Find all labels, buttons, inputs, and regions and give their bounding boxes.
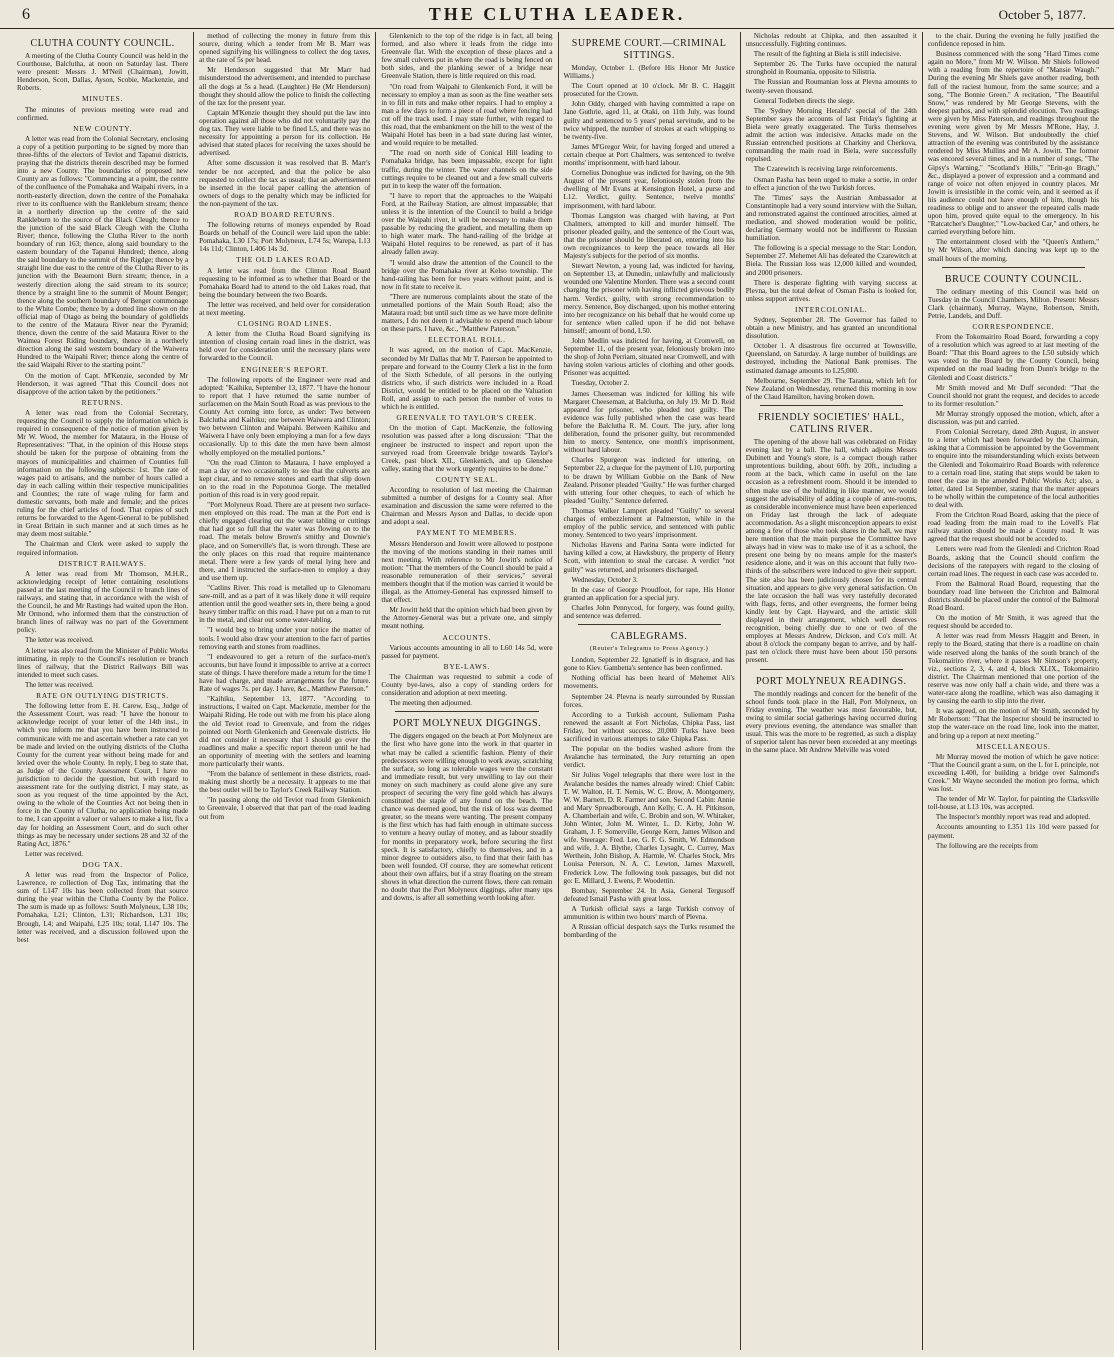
article-paragraph: "There are numerous complaints about the state of the unmetalled portions of the Main South Road; also the Mataura road; but until such time as we have more definite matters, I do not deem it advisable to expend much labour on these parts. I have, &c., "Matthew Paterson."	[381, 292, 553, 334]
article-paragraph: A letter was read from the Inspector of Police, Lawrence, re collection of Dog Tax, intimating that the sum of L147 10s has been collected from that source during the year within the Clutha County by the Police. The sum is made up as follows: South Molyneux, L38 10s; Pomahaka, L21; Clinton, L31; Richardson, L31 10s; Brough, L4; and Waipahi, L25 10s; total, L147 10s. The letter was received, and a discussion followed upon the best	[17, 871, 189, 944]
article-paragraph: A letter was read from Messrs Haggitt and Breen, in reply to the Board, stating that there is a roadline on chain wide reserved along the banks of the south branch of the Tokomairiro river, where it passes Mr Simson's property, viz., sections 2, 3, 4, and 4, block XLIX., Tokomairiro district. The Chairman mentioned that one portion of the reserve was now only half a chain wide, and there was a water-race along the roadline, which was also damaging it by causing the earth to slip into the river.	[927, 632, 1100, 706]
article-headline: PORT MOLYNEUX DIGGINGS.	[392, 718, 542, 730]
article-paragraph: "On road from Waipahi to Glenkenich Ford, it will be necessary to employ a man as soon as the fine weather sets in to fill in ruts and make other repairs. I had to employ a man a few days to form a piece of road where fencing had cut off the track used. I may state further, with regard to this road, that the embankment on the hill to the west of the Waipahi Hotel has been in a bad state during last winter, and would require to be metalled.	[381, 82, 553, 148]
article-paragraph: Bombay, September 24. In Asia, General Tergusoff defeated Ismail Pasha with great loss.	[563, 886, 735, 903]
article-headline: CLUTHA COUNTY COUNCIL.	[30, 38, 175, 49]
article-paragraph: According to resolution of last meeting the Chairman submitted a number of designs for a County seal. After examination and discussion the same were referred to the Chairman and Messrs Ayson and Dallas, to decide upon and adopt a seal.	[381, 485, 553, 527]
article-paragraph: Letter was received.	[25, 849, 84, 858]
section-subheading: INTERCOLONIAL.	[794, 304, 868, 314]
article-paragraph: "The road on north side of Conical Hill leading to Pomahaka bridge, has been impassable, except for light traffic, during the winter. The water channels on the side cuttings require to be cleaned out and a few small culverts put in to keep the water off the formation.	[381, 149, 553, 190]
article-paragraph: On the motion of Mr Smith, it was agreed that the request should be acceded to.	[927, 614, 1100, 631]
article-headline: BRUCE COUNTY COUNCIL.	[944, 273, 1082, 285]
article-paragraph: October 1. A disastrous fire occurred at Townsville, Queensland, on Saturday. A large number of buildings are destroyed, including the National Bank premises. The estimated damage amounts to L25,000.	[745, 342, 917, 375]
article-paragraph: It was agreed, on the motion of Mr Smith, seconded by Mr Robertson: "That the Inspector should be instructed to stop the water-race on the road line, look into the matter, and bring up a report at next meeting."	[927, 707, 1100, 740]
column-rule	[942, 267, 1085, 268]
column-rule	[760, 669, 903, 670]
article-paragraph: September 24. Plevna is nearly surrounded by Russian forces.	[563, 692, 735, 709]
article-paragraph: The meeting then adjourned.	[389, 699, 472, 708]
article-paragraph: From the Balmoral Road Board, requesting that the boundary road line between the Crichton and Balmoral districts should be placed under the control of the Balmoral Road Board.	[927, 579, 1100, 613]
article-paragraph: Osman Pasha has been urged to make a sortie, in order to effect a junction of the two Turkish forces.	[745, 175, 917, 192]
article-paragraph: The 'Sydney Morning Herald's' special of the 24th September says the accounts of last Friday's fighting at Biela were greatly exaggerated. The Turks themselves admit the action was indecisive. Attacks made on the Russian entrenched positions at Charkiny and Cherkova, commanding the main road in Biela, were successfully repulsed.	[745, 106, 917, 164]
section-subheading: ENGINEER'S REPORT.	[240, 364, 329, 374]
column-5	[741, 32, 923, 1350]
section-subheading: ROAD BOARD RETURNS.	[234, 209, 336, 219]
article-paragraph: Accounts amounting to L351 11s 10d were passed for payment.	[927, 823, 1100, 840]
section-subheading: MINUTES.	[82, 94, 124, 104]
article-paragraph: On the motion of Capt. MacKenzie, the following resolution was passed after a long discussion: "That the engineer be instructed to inspect and report upon the surveyed road from Greenvale bridge towards Taylor's Creek, past block XII., Glenkenich, and up Glenshee valley, stating that the work urgently requires to be done."	[381, 424, 553, 473]
section-subheading: THE OLD LAKES ROAD.	[236, 255, 334, 265]
issue-date: October 5, 1877.	[998, 7, 1086, 22]
article-paragraph: A letter was read from the Clinton Road Board requesting to be informed as to whether that Board or the Pomahaka Board had to attend to the old Lakes road, that being the boundary between the two Boards.	[199, 266, 371, 299]
article-paragraph: Business commenced with the song "Hard Times come again no More," from Mr W. Wilson. Mr Shiels followed with a reading from the repertoire of "Mansie Waugh." During the evening Mr Shiels gave another reading, both full of the raciest humour, from the same source; and a song, "The Bonnie Green." A recitation, "The Beautiful Snow," was rendered by Mr George Stevens, with the deepest pathos, and with splendid elocution. Two readings were given by Miss Paterson, and readings throughout the evening were given by Mr Messrs M'Rone, Hay, J. Stevens, and W. Wilson. But undoubtedly the chief attraction of the evening was contributed by the assistance rendered by Miss Mullins and Mr A. Jowitt. The former was encored several times, and in a number of songs, "The Gipsy's Warning," "Scotland's Hills," "Erin-go Bragh," &c., displayed a power of expression and a command and range of voice not often enjoyed in country places. Mr Jowitt is irresistible in the comic vein, and it seemed as if his audience could not have enough of him, though his readiness to oblige and to answer the repeated calls made upon him, proved quite equal to the emergency. In his "Ratcatcher's Daughter," "Low-backed Car," and others, he carried everything before him.	[927, 50, 1100, 237]
section-subheading: MISCELLANEOUS.	[976, 741, 1051, 751]
article-paragraph: Nothing official has been heard of Mehemet Ali's movements.	[563, 674, 735, 691]
article-paragraph: "I have to report that the approaches to the Waipahi Ford, at the Railway Station, are almost impassable; that unless it is the intention of the Council to build a bridge over the Waipahi river, it will be necessary to make them passable by reducing the gradient, and metalling them up to high water mark. The hand-railing of the bridge at Waipahi Hotel requires to be renewed, as part of it has already fallen away.	[381, 191, 553, 257]
article-paragraph: "Port Molyneux Road. There are at present two surface-men employed on this road. The man at the Port end is chiefly engaged clearing out the water tabling or cuttings that had got so full that the water was flowing on to the road. The metals below Brown's smithy and Downie's place, and on Somerville's flat, is worn through. These are the only places on this road that require maintenance metal. There were a few yards of metal lying here and there, and I instructed the surface-men to employ a dray and use them up.	[199, 501, 371, 582]
column-3	[376, 32, 558, 1350]
article-paragraph: There is desperate fighting with varying success at Plevna, but the total defeat of Osman Pasha is looked for, unless support arrives.	[745, 278, 917, 303]
article-paragraph: Thomas Walker Lampert pleaded "Guilty" to several charges of embezzlement at Palmerston, while in the employ of the public service, and sentenced with public money. Sentenced to two years' imprisonment.	[563, 506, 735, 540]
article-paragraph: Messrs Henderson and Jowitt were allowed to postpone the moving of the motions standing in their names until next meeting. With reference to Mr Jowitt's notice of motion: "That the members of the Council should be paid a reasonable remuneration of their services," several members thought that if the motion was carried it would be illegal, as the Attorney-General has expressed himself to that effect.	[381, 539, 553, 605]
article-paragraph: Stewart Newton, a young lad, was indicted for having, on September 13, at Dunedin, unlawfully and maliciously wounded one Valentine Morden. There was a second count charging the prisoner with having inflicted grievous bodily harm. Verdict, guilty, with strong recommendation to mercy. Sentence, Boy discharged, upon his mother entering into her recognizance on his behalf that he would come up for sentence when called upon if he did not behave himself; amount of bond, L50.	[563, 262, 735, 335]
article-paragraph: Mr Henderson suggested that Mr Marr had misunderstood the advertisement, and intended to purchase all the dogs at 5s a head. (Laughter.) He (Mr Henderson) thought they should allow the police to finish the collecting of the tax for the present year.	[199, 66, 371, 107]
article-paragraph: Glenkenich to the top of the ridge is in fact, all being formed, and also where it leads from the ridge into Greenvale flat. With the exception of these places and a few small culverts put in where the road is being fenced on both sides, and the planking sewer of a bridge near Greenvale Station, there is little required on this road.	[381, 32, 553, 81]
article-paragraph: Wednesday, October 3.	[571, 575, 638, 584]
article-paragraph: The Chairman was requested to submit a code of County bye-laws, also a copy of standing orders for consideration and adoption at next meeting.	[381, 672, 553, 698]
article-paragraph: A meeting of the Clutha County Council was held in the Courthouse, Balclutha, at noon on Saturday last. There were present: Messrs J. M'Neil (Chairman), Jowitt, Henderson, Scott, Dallas, Ayson, Scobie, Mackenzie, and Roberts.	[17, 52, 189, 93]
article-paragraph: From the Tokomairiro Road Board, forwarding a copy of a resolution which was agreed to at last meeting of the Board: "That this Board agrees to the L50 subsidy which was voted to the Board by the County Council, being expended on the road leading from Dunn's bridge to the Glenledi and Coast districts."	[927, 333, 1100, 382]
article-paragraph: Various accounts amounting in all to L60 14s 5d, were passed for payment.	[381, 643, 553, 660]
article-paragraph: The Court opened at 10 o'clock. Mr B. C. Haggitt prosecuted for the Crown.	[563, 82, 735, 99]
byline: (Reuter's Telegrams to Press Agency.)	[589, 645, 709, 653]
article-paragraph: From the Crichton Road Board, asking that the piece of road leading from the main road to the Lovell's Flat railway station should be made a County road. It was agreed that the request should not be acceded to.	[927, 511, 1100, 544]
page-number: 6	[22, 6, 30, 23]
article-paragraph: Sir Julius Vogel telegraphs that there were lost in the Avalanche besides the names already wired: Chief Cabin: T. W. Walton, H. T. Nemis, W. C. Brow, A. Montgomery, W. W. Barnett, D. R. Farmer and son. Second Cabin: Annie and Mary Spreadborough, Ann Kelly, C. A. H. Pitkinson, A. Chamberlain and wife, C. Brobin and son, W. Whitaker, John Winter, John M. Winter, L. D. Kirby, John W. Graham, J. F. Somerville, George Kern, James Wilson and wife. Steerage: Fred. Lee, G. F. G. Smith, W. Edmondson and wife, J. A. Blythe, Charles Lysaght, C. Currey, Max Werthein, John Bishop, A. Harmle, W. Charles Stock, Mrs Louisa Peterson, N. A. C. Lewton, James Maxwell, Frederick Low. The following took passages, but did not go: E. Millard, J. Ewens, P. Woodettin.	[563, 771, 735, 885]
article-paragraph: A letter was also read from the Minister of Public Works intimating, in reply to the Council's resolution re branch lines of railway, that the District Railways Bill was intended to meet such cases.	[17, 646, 189, 679]
article-paragraph: method of collecting the money in future from this source, during which a tender from Mr B. Marr was opened signifying his willingness to collect the dog taxes, at the rate of 5s per head.	[199, 32, 371, 65]
article-paragraph: The opening of the above hall was celebrated on Friday evening last by a ball. The hall, which adjoins Messrs Dubinett and Young's store, is a compact though rather unpretentious building, about 60ft. by 20ft., including a room at the back, which came in useful on the late occasion as a refreshment room. Should it be intended to often make use of the building in like manner, we would suggest the advisability of adding a couple of ante-rooms, as considerable inconvenience must have been experienced on Friday last through the lack of adequate accommodation. As a slight misconception appears to exist among a few of those who took shares in the hall, we may here mention that the main purpose the Committee have always had in view was to make use of it as a school, the present one being by no means ample for the master's residence alone, and it was on this account that fully two-thirds of the subscribers were induced to give their support. The site also has been judiciously chosen for its central situation, and appears to give very general satisfaction. On the late occasion the hall was very tastefully decorated with flags, ferns, and other evergreens, the former being kindly lent by Capt. Hayward, and the artistic skill displayed in their arrangement, which well deserves recognition, being chiefly due to one or two of the employes at Messrs Andrew, Dickson, and Co's mill. At about 8 o'clock the company began to arrive, and by half-past ten o'clock there must have been about 150 persons present.	[745, 437, 917, 665]
column-2	[194, 32, 376, 1350]
section-subheading: CORRESPONDENCE.	[972, 322, 1055, 331]
article-paragraph: Mr Murray strongly opposed the motion, which, after a discussion, was put and carried.	[927, 409, 1100, 427]
article-paragraph: James M'Gregor Weir, for having forged and uttered a certain cheque at Port Chalmers, was sentenced to twelve months' imprisonment, with hard labour.	[563, 142, 735, 168]
article-paragraph: General Todleben directs the siege.	[753, 96, 855, 105]
article-paragraph: Sydney, September 28. The Governor has failed to obtain a new Ministry, and has granted an unconditional dissolution.	[745, 316, 917, 341]
article-paragraph: John Medlin was indicted for having, at Cromwell, on September 11, of the present year, feloniously broken into the shop of John Perriam, situated near Cromwell, and with having stolen various articles of clothing and other goods. Prisoner was acquitted.	[563, 337, 735, 378]
article-paragraph: The Chairman and Clerk were asked to supply the required information.	[17, 540, 189, 557]
article-paragraph: Charles Spurgeon was indicted for uttering, on September 22, a cheque for the payment of L10, purporting to be drawn by William Gobbie on the Bank of New Zealand. Prisoner pleaded "Guilty." He was further charged with uttering four other cheques, to each of which he pleaded "Guilty." Sentence deferred.	[563, 456, 735, 505]
article-paragraph: Melbourne, September 29. The Taranua, which left for New Zealand on Wednesday, returned this morning in tow of the Claud Hamilton, having broken down.	[745, 376, 917, 401]
article-paragraph: The result of the fighting at Biela is still indecisive.	[753, 50, 902, 59]
article-paragraph: "From the balance of settlement in these districts, road-making must shortly be a necessity. It appears to me that the best outlet will be to Taylor's Creek Railway Station.	[199, 770, 371, 795]
section-subheading: GREENVALE TO TAYLOR'S CREEK.	[396, 413, 538, 423]
article-paragraph: Thomas Langston was charged with having, at Port Chalmers, attempted to kill and murder himself. The prisoner pleaded guilty, and the sentence of the Court was, that the prisoner should be liberated on, entering into his own recognizances to keep the peace towards all Her Majesty's subjects for the period of six months.	[563, 211, 735, 261]
article-paragraph: On the motion of Capt. M'Kenzie, seconded by Mr Henderson, it was agreed "That this Council does not disapprove of the action taken by the petitioners."	[17, 371, 189, 396]
column-rule	[760, 405, 903, 406]
section-subheading: ACCOUNTS.	[442, 632, 492, 642]
article-paragraph: A Turkish official says a large Turkish convoy of ammunition is within two hours' march of Plevna.	[563, 904, 735, 921]
article-paragraph: The letter was received.	[25, 680, 94, 689]
article-paragraph: The diggers engaged on the beach at Port Molyneux are the first who have gone into the work in that quarter in what may be called a scientific fashion. Plenty of their predecessors were willing enough to work away, scratching the surface, so long as tolerable wages were the constant and immediate result, but very unwilling to lay out their money on such machinery as could alone give any sure prospect of securing the very fine gold which has always constituted the staple of any found on the beach. The chance was deemed good, but the risk of loss was deemed greater, so the means were wanting. The present company is the first which has had faith enough in ultimate success to venture a heavy outlay of money, and as labour steadily for months in preparatory work, before securing the first speck. It is satisfactory, chiefly to themselves, and in a minor degree to outsiders also, to find that their faith has been well founded. Of course, they are somewhat reticent about their own affairs, but if a stray floating on the stream shows in what direction the current flows, there can remain no doubt that the Port Molyneux diggings, after many ups and downs, is after all something worth looking after.	[381, 732, 553, 903]
article-paragraph: Captain M'Kenzie thought they should put the law into operation against all those who did not voluntarily pay the dog tax. They were liable to be fined L5, and there was no necessity for appointing a person for its collection. He advised that stated places for receiving the taxes should be advertised.	[199, 108, 371, 158]
article-paragraph: A letter was read from the Colonial Secretary, requesting the Council to supply the information which is required in consequence of the notice of motion given by Mr W. Wood, the member for Mataura, in the House of Representatives: "That, in the opinion of this House steps should be taken for the purpose of obtaining from the mayors of municipalities and chairmen of Counties full information on the following subjects: 1st. The rate of wages paid to artisans, and the number of hours called a day in each calling within their respective municipalities and Counties; the rate of wage ruling for farm and domestic servants, both male and female; and the prices ruling for the chief articles of food. That copies of such returns be forwarded to the Agent-General to be published in Great Britain in such manner and at such times as he may deem most suitable."	[17, 408, 189, 539]
article-paragraph: "Kaihiku, September 13, 1877. "According to instructions, I waited on Capt. Mackenzie, member for the Waipahi Riding. He rode out with me from his place along the old Teviot road to Greenvale, and from the ridges pointed out North Glenkenich and Greenvale districts. He did not consider it necessary that I should go over the roadlines and make a specific report thereon until he had an opportunity of meeting with the settlers and learning more particularly their wants.	[199, 695, 371, 768]
article-paragraph: It was agreed, on the motion of Capt. MacKenzie, seconded by Mr Dallas that Mr T. Paterson be appointed to prepare and forward to the County Clerk a list in the form of the Sixth Schedule, of all persons in the outlying districts who, if such districts were included in a Road District, would be entitled to be placed on the Valuation Roll, and assign to each person the number of votes to which he is entitled.	[381, 346, 553, 412]
article-paragraph: "In passing along the old Teviot road from Glenkenich to Greenvale, I observed that that part of the road leading out from	[199, 796, 371, 821]
article-paragraph: "I endeavoured to get a return of the surface-men's accounts, but have found it impossible to arrive at a correct state of things. I have therefore made a return for the time I have had charge, and made arrangements for the future. Rate of wages 7s. per day. I have, &c., Matthew Paterson."	[199, 652, 371, 694]
article-paragraph: A letter from the Clutha Road Board signifying its intention of closing certain road lines in the district, was held over for consideration until the necessary plans were forwarded to the Council.	[199, 330, 371, 363]
article-paragraph: The Russian and Roumanian loss at Plevna amounts to twenty-seven thousand.	[745, 78, 917, 95]
article-paragraph: Mr Murray moved the motion of which he gave notice: "That the Council grant a sum, on the L for L principle, not exceeding L400, for building a bridge over Salmond's Creek." Mr Wayne seconded the motion pro forma, which was lost.	[927, 752, 1100, 794]
section-subheading: BYE-LAWS.	[443, 661, 491, 671]
article-paragraph: A letter was read from the Colonial Secretary, enclosing a copy of a petition purporting to be signed by more than three-fifths of the electors of Tevlot and Tapanui districts, praying that the districts therein described may be formed into a new County. The boundaries of proposed new County are as follows: "Commencing at a point, the centre of the confluence of the Pomahaka and Waipahi rivers, in a north-easterly direction, down the centre of the Pomahaka river to its confluence with the Rankleburn stream; thence in a northerly direction up the centre of the said Rankleburn to the source of the Black Cleugh; thence to the junction of the said Black Cleugh with the Clutha River; thence, following the Clutha River to the north boundary of run 163; thence, along said boundary to the eastern boundary of the Tapanui Hundred; thence, along the said boundary to the summit of the Rigdge; thence by a straight line due east to the centre of the Clutha River to its junction with the Beaumont Burn stream; thence, in a westerly direction along the said stream to its source; thence by a straight line to the summit of Mount Benger; thence along the southern boundary of Benger commonage to the White Combe; thence by a dotted line shown on the official map of Otago as being the boundary of goldfields to the centre of the Mataura River near the Pyramid; thence, down the centre of the said Mataura River to the Waimea Forest Riding boundary, thence in a northerly direction along the said western boundary of the Waiwera Hundred to the Waipahi River; thence along the centre of the said Waipahi River to the starting point."	[17, 134, 189, 370]
column-4	[559, 32, 741, 1350]
article-paragraph: According to a Turkish account, Suliemam Pasha renewed the assault at Fort Nicholas, Chipka Pass, last Friday, but without success. 20,000 Turks have been sacrificed in various attempts to take Chipka Pass.	[563, 710, 735, 744]
section-subheading: NEW COUNTY.	[73, 123, 133, 133]
masthead	[0, 0, 1114, 29]
article-paragraph: The tender of Mr W. Taylor, for painting the Clarksville toll-house, at L13 10s, was accepted.	[927, 795, 1100, 812]
article-paragraph: After some discussion it was resolved that B. Marr's tender be not accepted, and that the police be also requested to collect the tax as usual; that an advertisement be inserted in the local paper calling the attention of owners of dogs to the penalty which may be inflicted for the non-payment of the tax.	[199, 159, 371, 208]
article-paragraph: Letters were read from the Glenledi and Crichton Road Boards, asking that the Council should confirm the decisions of the ratepayers with regard to the closing of certain road lines. The request in each case was acceded to.	[927, 545, 1100, 578]
section-subheading: DISTRICT RAILWAYS.	[58, 558, 147, 568]
article-paragraph: The Inspector's monthly report was read and adopted.	[935, 813, 1091, 822]
article-paragraph: The minutes of previous meeting were read and confirmed.	[17, 105, 189, 122]
section-subheading: RETURNS.	[81, 397, 124, 407]
article-paragraph: The following is a special message to the Star: London, September 27. Mehemet Ali has defeated the Czarewitch at Biela. The Russian loss was 12,000 killed and wounded, and 2000 prisoners.	[745, 244, 917, 277]
article-paragraph: Tuesday, October 2.	[571, 379, 630, 388]
article-headline: SUPREME COURT.—CRIMINAL SITTINGS.	[571, 38, 727, 61]
article-paragraph: John Oddy, charged with having committed a rape on Jane Guthrie, aged 11, at Otaki, on 11th July, was found guilty and sentenced to 5 years' penal servitude, and to be twice whipped, the number of strokes at each whipping to be twenty-five.	[563, 100, 735, 141]
article-paragraph: "I would also draw the attention of the Council to the bridge over the Pomahaka river at Kelso township. The hand-railing has been for two years without paint, and is now in fit state to receive it.	[381, 258, 553, 291]
section-subheading: ELECTORAL ROLL.	[428, 335, 506, 345]
column-rule	[395, 711, 538, 712]
article-paragraph: The 'Times' says the Austrian Ambassador at Constantinople had a very sound interview with the Sultan, and remonstrated against the continued atrocities, aimed at mediation, and showed moderation would be politic, declaring Germany would not be indifferent to Russian humiliation.	[745, 193, 917, 243]
columns	[12, 32, 1104, 1350]
section-subheading: RATE ON OUTLYING DISTRICTS.	[36, 691, 170, 701]
article-paragraph: A Russian official despatch says the Turks resumed the bombarding of the	[563, 923, 735, 940]
article-paragraph: The following letter from E. H. Carew, Esq., Judge of the Assessment Court, was read: "I have the honour to acknowledge receipt of your letter of the 14th inst., in which you inform me that you have been instructed to communicate with me and ascertain whether a rate can yet be made and levied on the outlying districts of the Clutha County for the current year without being made for and levied over the whole County. In reply, I beg to state that, as Judge of the County Assessment Court, I have no jurisdiction to decide the question, but with regard to assessment rate for the outlying district, I may state, as soon as you request of the time appointed by the Act, owing to the whole of the Counties Act not being then in force in the County of Clutha, no application being made to me, I can appoint a valuer or valuers to make a list, fix a day for holding an Assessment Court, and do such other things as may be necessary under sections 28 and 32 of the Rating Act, 1876."	[17, 702, 189, 848]
article-paragraph: From Colonial Secretary, dated 28th August, in answer to a letter which had been forwarded by the Chairman, asking that a Commission be appointed by the Government to enquire into the misunderstanding which exists between the Glenledi and Tokomairiro Road Boards with reference to a certain road line, stating that steps would be taken to meet the case in the amended Public Works Act; also, a letter, dated 1st September, stating that the matter appears to be wholly within the competence of the local authorities to deal with.	[927, 428, 1100, 509]
article-paragraph: "On the road Clinton to Mataura, I have employed a man a day or two occasionally to see that the culverts are kept clear, and to remove stones and earth that slip down on to the road in the Popotunoa Gorge. The metalled portion of this road is in very good repair.	[199, 458, 371, 499]
article-paragraph: The Czarewitch is receiving large reinforcements.	[753, 165, 898, 174]
article-headline: PORT MOLYNEUX READINGS.	[755, 675, 907, 687]
article-paragraph: September 26. The Turks have occupied the natural stronghold in Roumania, opposite to Silistria.	[745, 60, 917, 77]
article-paragraph: Mr Jowitt held that the opinion which had been given by the Attorney-General was but a private one, and simply meant nothing.	[381, 606, 553, 631]
article-paragraph: The following reports of the Engineer were read and adopted: "Kaihiku, September 13, 1877. "I have the honour to report that I have returned the same number of surfacemen on the Main South Road as was previous to the County Act coming into force, as under: Two between Balclutha and Kaihiku; one between Waiwera and Clinton; two between Clinton and Waipahi. Between Kaihiku and Waiwera I have only been employing a man for a few days occasionally. Up to this date the men have been almost wholly employed on the metalled portions."	[199, 375, 371, 457]
article-paragraph: James Cheeseman was indicted for killing his wife Margaret Cheeseman, at Balclutha, on July 19. Mr D. Reid appeared for prisoner, who pleaded not guilty. The evidence was fully published when the case was heard before the Balclutha R. M. Court. The jury, after long deliberation, found the prisoner guilty, but recommended him to mercy. Sentence, one month's imprisonment, without hard labour.	[563, 389, 735, 455]
article-paragraph: Nicholas Havens and Parina Santa were indicted for having killed a cow, at Hawksbury, the property of Henry Scott, with intention to steal the carcase. A verdict "not guilty" was returned, and prisoners discharged.	[563, 541, 735, 574]
article-paragraph: Monday, October 1. (Before His Honor Mr Justice Williams.)	[563, 64, 735, 81]
article-paragraph: A letter was read from Mr Thomson, M.H.R., acknowledging receipt of letter containing resolutions passed at the last meeting of the Council re branch lines of railways, and stating that, in accordance with the wish of the Council, he and Mr Rastings had waited upon the Hon. Mr Ormond, who informed them that the construction of branch lines of railway was no part of the Government policy.	[17, 569, 189, 635]
article-paragraph: The entertainment closed with the "Queen's Anthem," by Mr Wilson, after which dancing was kept up to the small hours of the morning.	[927, 238, 1100, 263]
article-paragraph: Charles John Pennycod, for forgery, was found guilty, and sentence was deferred.	[563, 603, 735, 620]
column-6	[923, 32, 1104, 1350]
article-paragraph: In the case of George Proudfoot, for rape, His Honor granted an application for a special jury.	[563, 585, 735, 602]
column-rule	[578, 624, 721, 625]
article-paragraph: Cornelius Donoghue was indicted for having, on the 9th August of the present year, feloniously stolen from the dwelling of Mr Evans at Kensington Hotel, a purse and L12. Verdict, guilty. Sentence, twelve months' imprisonment, with hard labour.	[563, 169, 735, 210]
section-subheading: COUNTY SEAL.	[435, 474, 499, 484]
article-paragraph: "Catlins River. This road is metalled up to Glenomaru saw-mill, and as a part of it was likely done it will require attention until the good weather sets in, there being a good heavy timber traffic on this road. I have put on a man to rut in the metal, and clear out some water-tabling.	[199, 584, 371, 625]
column-1	[12, 32, 194, 1350]
article-headline: CABLEGRAMS.	[610, 631, 688, 643]
article-paragraph: London, September 22. Ignatieff is in disgrace, and has gone to Kiev. Gambetta's sentence has been confirmed.	[563, 656, 735, 673]
section-subheading: DOG TAX.	[82, 859, 123, 869]
article-paragraph: The letter was received, and held over for consideration at next meeting.	[199, 300, 371, 317]
section-subheading: PAYMENT TO MEMBERS.	[416, 528, 518, 538]
article-paragraph: to the chair. During the evening he fully justified the confidence reposed in him.	[927, 32, 1100, 49]
article-paragraph: The monthly readings and concert for the benefit of the school funds took place in the Hall, Port Molyneux, on Friday evening. The weather was most favourable, but, owing to similar social gatherings having occurred during every previous evening, the attendance was smaller than usual. This was the more to be regretted, as such a display of superior talent has never been exceeded at any meetings in the same place. Mr Andrew Melville was voted	[745, 689, 917, 755]
newspaper-title: THE CLUTHA LEADER.	[428, 4, 686, 24]
article-paragraph: The following are the receipts from	[935, 841, 1038, 850]
article-paragraph: The popular on the bodies washed ashore from the Avalanche has terminated, the Jury returning an open verdict.	[563, 745, 735, 770]
article-paragraph: "I would beg to bring under your notice the matter of tools. I would also draw your attention to the fact of parties removing earth and stones from roadlines.	[199, 626, 371, 651]
article-paragraph: The ordinary meeting of this Council was held on Tuesday in the Council Chambers, Milton. Present: Messrs Clark (chairman), Murray, Wayne, Robertson, Smith, Petrie, Landels, and Duff.	[927, 287, 1100, 320]
article-paragraph: Nicholas redoubt at Chipka, and then assaulted it unsuccessfully. Fighting continues.	[745, 32, 917, 49]
article-headline: FRIENDLY SOCIETIES' HALL, CATLINS RIVER.	[758, 411, 905, 435]
article-paragraph: The letter was received.	[25, 636, 94, 645]
article-paragraph: Mr Smith moved and Mr Duff seconded: "That the Council should not grant the request, and decides to accede to its former resolution."	[927, 383, 1100, 408]
section-subheading: CLOSING ROAD LINES.	[237, 319, 333, 329]
article-paragraph: The following returns of moneys expended by Road Boards on behalf of the Council were laid upon the table: Pomahaka, L30 17s; Port Molyneux, L74 5s; Warepa, L13 14s 11d; Clinton, L406 14s 3d.	[199, 221, 371, 254]
